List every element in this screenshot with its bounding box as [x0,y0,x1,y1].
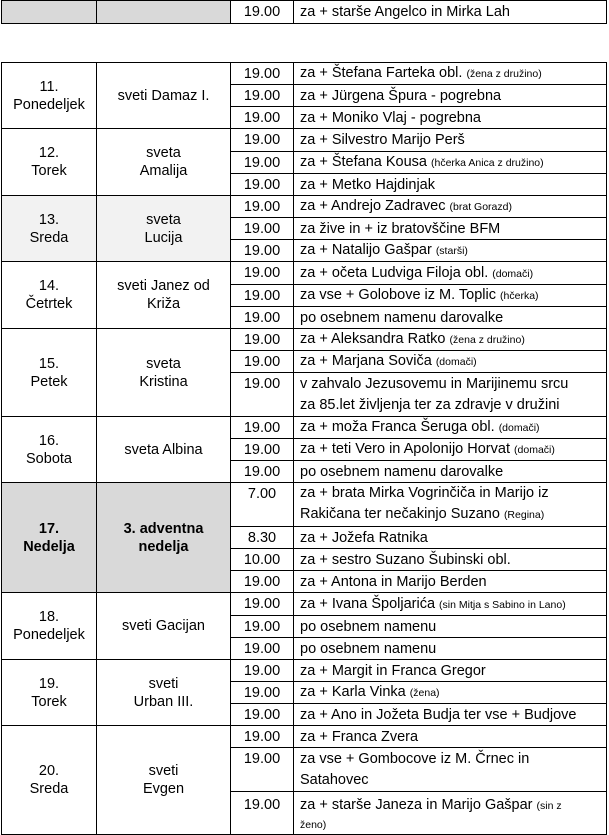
intention-cell: za + starše Angelco in Mirka Lah [294,1,607,24]
weekday: Petek [30,373,68,390]
saint-line-1: 3. adventna [123,520,204,537]
intention-cell [294,483,607,527]
donor-note: (sin Mitja s Sabino in Lano) [439,598,566,611]
table-row [2,196,607,218]
donor-note-line-1: (sin z [536,800,562,812]
donor-note: (starši) [435,245,468,257]
donor-note: (domači) [498,422,540,434]
intention-cell: po osebnem namenu darovalke [294,307,607,329]
intention-cell: za + Franca Zvera [294,726,607,748]
day-number: 17. [38,520,60,537]
intention-text: za + Ivana Špoljarića [300,595,436,612]
weekday: Četrtek [25,296,73,312]
intention-line-2: za 85.let življenja ter za zdravje v družini [300,396,560,413]
time-cell: 10.00 [231,549,294,571]
intention-cell: za + Metko Hajdinjak [294,174,607,196]
time-cell: 19.00 [231,1,294,24]
weekday: Sreda [29,781,69,797]
time-cell: 19.00 [231,638,294,660]
table-row [2,63,607,85]
intention-line-1: za + brata Mirka Vogrinčiča in Marijo iz [300,485,549,501]
donor-note: (Regina) [503,509,545,521]
saint-cell [97,129,231,196]
time-cell: 19.00 [231,373,294,417]
intention-cell: po osebnem namenu darovalke [294,461,607,483]
intention-cell: za + Moniko Vlaj - pogrebna [294,107,607,129]
time-cell: 19.00 [231,792,294,835]
intention-text: za + Štefana Farteka obl. [300,65,463,81]
saint-line-2: nedelja [138,538,189,555]
donor-note: (hčerka) [500,290,539,302]
time-cell: 19.00 [231,682,294,704]
saint-line-1: sveta [146,211,181,228]
day-cell [2,726,97,835]
intention-cell [294,593,607,616]
saint-cell [97,262,231,329]
day-number: 14. [38,278,60,294]
donor-note: (domači) [435,356,477,368]
intention-cell [294,196,607,218]
intention-cell: za + Ano in Jožeta Budja ter vse + Budjove [294,704,607,726]
day-number: 16. [38,432,60,449]
day-cell [2,129,97,196]
time-cell: 19.00 [231,307,294,329]
weekday: Sobota [26,450,72,467]
saint-line-2: Kristina [139,373,188,390]
intention-text: za + Karla Vinka [300,684,406,700]
saint-line-1: sveti [148,675,179,692]
time-cell: 19.00 [231,439,294,461]
day-cell [2,63,97,129]
time-cell: 19.00 [231,616,294,638]
intention-cell [294,682,607,704]
time-cell: 19.00 [231,218,294,240]
time-cell: 19.00 [231,129,294,152]
day-cell [2,660,97,726]
time-cell: 19.00 [231,417,294,439]
time-cell: 19.00 [231,748,294,792]
time-cell: 19.00 [231,593,294,616]
intention-cell: za + Jürgena Špura - pogrebna [294,85,607,107]
intention-text: za + Marjana Soviča [300,353,432,369]
time-cell: 19.00 [231,240,294,262]
intention-cell [294,63,607,85]
table-row [2,262,607,285]
table-row [2,483,607,527]
day-cell [2,262,97,329]
donor-note: (domači) [514,444,555,456]
table-row [2,660,607,682]
saint-line-2: Lucija [144,229,183,246]
intention-text: za vse + Golobove iz M. Toplic [300,287,496,303]
saint-line-2: Amalija [139,163,188,179]
intention-text: za + Aleksandra Ratko [300,331,446,347]
saint-line-1: sveta [146,145,181,161]
day-number: 20. [38,763,60,779]
day-number: 19. [38,675,60,692]
saint-cell: sveti Damaz I. [97,63,231,129]
intention-cell [294,351,607,373]
day-cell [2,196,97,262]
saint-cell [97,483,231,593]
top-fragment-table [1,0,607,24]
intention-cell [294,262,607,285]
time-cell: 7.00 [231,483,294,527]
intention-text: za + moža Franca Šeruga obl. [300,419,495,435]
time-cell: 19.00 [231,174,294,196]
time-cell: 19.00 [231,704,294,726]
intention-cell [294,748,607,792]
table-row [2,593,607,616]
time-cell: 19.00 [231,461,294,483]
table-row [2,329,607,351]
intention-cell: za + Margit in Franca Gregor [294,660,607,682]
intention-text: za + očeta Ludviga Filoja obl. [300,264,489,281]
donor-note: (domači) [492,267,534,280]
day-cell [2,329,97,417]
intention-cell: za + Jožefa Ratnika [294,527,607,549]
time-cell: 19.00 [231,152,294,174]
intention-cell [294,373,607,417]
intention-line-1: za vse + Gombocove iz M. Črnec in [300,750,530,767]
day-number: 12. [38,145,60,161]
intention-cell [294,285,607,307]
intention-text: za + teti Vero in Apolonijo Horvat [300,441,510,457]
table-row [2,1,607,24]
intention-cell [294,792,607,835]
donor-note: (žena z družino) [466,68,542,80]
intention-line-2: Rakičana ter nečakinjo Suzano [300,506,500,522]
saint-line-1: sveti [148,763,179,779]
intention-line-1: v zahvalo Jezusovemu in Marijinemu srcu [300,375,569,392]
saint-cell [97,196,231,262]
table-row [2,129,607,152]
time-cell: 19.00 [231,85,294,107]
intention-cell: za žive in + iz bratovščine BFM [294,218,607,240]
saint-line-2: Urban III. [133,693,194,710]
donor-note: (žena z družino) [449,334,525,346]
day-cell [2,417,97,483]
weekday: Ponedeljek [13,96,85,113]
saint-cell: sveta Albina [97,417,231,483]
saint-line-1: sveti Janez od [117,278,210,294]
time-cell: 19.00 [231,726,294,748]
intention-cell: po osebnem namenu [294,616,607,638]
intention-line-2: Satahovec [300,771,369,788]
saint-line-2: Evgen [142,781,185,797]
intention-cell [294,417,607,439]
intention-text: za + Natalijo Gašpar [300,242,432,258]
weekday: Sreda [29,229,69,246]
intention-cell: za + Silvestro Marijo Perš [294,129,607,152]
time-cell: 19.00 [231,262,294,285]
intention-cell [294,329,607,351]
day-cell [2,1,97,24]
day-number: 18. [38,609,60,625]
time-cell: 19.00 [231,660,294,682]
intention-text: za + starše Janeza in Marijo Gašpar [300,797,533,813]
day-number: 15. [38,355,60,372]
saint-line-2: Križa [146,296,181,312]
day-cell [2,483,97,593]
day-number: 13. [38,211,60,228]
mass-schedule-table [1,62,607,835]
time-cell: 19.00 [231,196,294,218]
saint-line-1: sveta [146,355,181,372]
weekday: Nedelja [23,538,75,555]
saint-cell [97,660,231,726]
intention-cell: za + Antona in Marijo Berden [294,571,607,593]
day-cell [2,593,97,660]
time-cell: 19.00 [231,571,294,593]
donor-note-line-2: ženo) [300,819,327,831]
intention-cell: po osebnem namenu [294,638,607,660]
saint-cell [97,726,231,835]
intention-text: za + Štefana Kousa [300,154,427,170]
time-cell: 19.00 [231,63,294,85]
time-cell: 19.00 [231,107,294,129]
time-cell: 19.00 [231,329,294,351]
table-row [2,417,607,439]
intention-cell: za + sestro Suzano Šubinski obl. [294,549,607,571]
donor-note: (hčerka Anica z družino) [431,157,544,169]
intention-cell [294,152,607,174]
intention-text: za + Andrejo Zadravec [300,198,446,214]
time-cell: 8.30 [231,527,294,549]
table-row [2,726,607,748]
time-cell: 19.00 [231,285,294,307]
intention-cell [294,240,607,262]
time-cell: 19.00 [231,351,294,373]
donor-note: (žena) [409,687,440,699]
weekday: Torek [31,163,67,179]
saint-cell [97,329,231,417]
weekday: Ponedeljek [13,627,85,643]
saint-cell [97,1,231,24]
intention-cell [294,439,607,461]
day-number: 11. [39,78,59,95]
saint-cell: sveti Gacijan [97,593,231,660]
weekday: Torek [31,693,67,710]
donor-note: (brat Gorazd) [449,201,512,213]
